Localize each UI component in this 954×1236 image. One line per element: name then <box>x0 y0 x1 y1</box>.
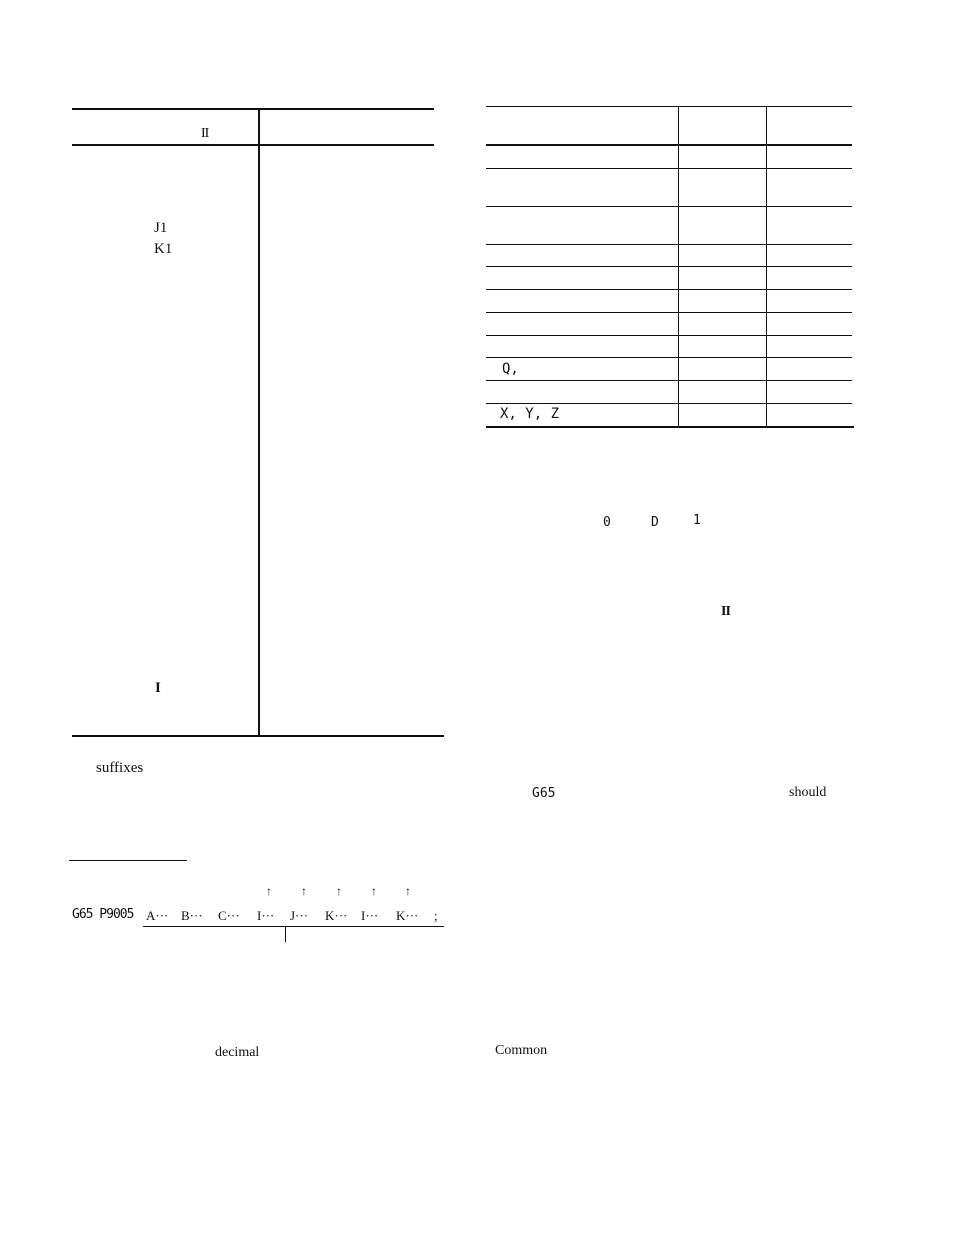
text-fragment-ii: II <box>721 604 730 619</box>
macro-arg-k: K··· <box>325 908 348 923</box>
right-table-row-rule <box>486 312 852 313</box>
right-table-row-rule <box>486 335 852 336</box>
right-table-row-rule <box>486 357 852 358</box>
macro-underline <box>143 926 444 927</box>
right-table-row-rule <box>486 380 852 381</box>
arrow-up-icon: ↑ <box>336 884 342 898</box>
right-table-row-rule <box>486 289 852 290</box>
right-table-row-rule <box>486 403 852 404</box>
footnote-rule <box>69 860 187 861</box>
macro-call-prefix: G65 P9005 <box>72 907 134 922</box>
macro-arg-j: J··· <box>290 908 309 923</box>
text-fragment-one: 1 <box>693 513 701 528</box>
text-fragment-d: D <box>651 515 659 530</box>
arrow-up-icon: ↑ <box>405 884 411 898</box>
left-table-header-mark: II <box>201 126 209 141</box>
right-table-row-rule <box>486 168 852 169</box>
left-table-row-label-i: I <box>155 680 161 696</box>
macro-arg-i: I··· <box>257 908 275 923</box>
macro-terminator: ; <box>434 908 438 923</box>
text-fragment-should: should <box>789 785 827 800</box>
macro-arg-k2: K··· <box>396 908 419 923</box>
macro-arg-a: A··· <box>146 908 169 923</box>
right-table-row-rule <box>486 266 852 267</box>
right-table-top-rule <box>486 106 852 107</box>
arrow-up-icon: ↑ <box>266 884 272 898</box>
right-table-header-rule <box>486 144 852 146</box>
right-table-row-label-q: Q, <box>502 361 519 377</box>
left-table-bottom-rule <box>72 735 444 737</box>
left-table-row-label-k1: K1 <box>154 241 173 257</box>
arrow-up-icon: ↑ <box>371 884 377 898</box>
text-fragment-g65: G65 <box>532 786 556 801</box>
left-table-header-rule <box>72 144 434 146</box>
right-table-row-rule <box>486 244 852 245</box>
macro-bracket-tick <box>285 926 286 942</box>
text-fragment-common: Common <box>495 1043 548 1058</box>
left-table-row-label-j1: J1 <box>154 220 168 236</box>
left-table-top-rule <box>72 108 434 110</box>
text-fragment-suffixes: suffixes <box>96 760 144 776</box>
right-table-col-divider-2 <box>766 106 767 428</box>
right-table-col-divider-1 <box>678 106 679 428</box>
right-table-row-label-xyz: X, Y, Z <box>500 406 560 422</box>
arrow-up-icon: ↑ <box>301 884 307 898</box>
left-table-divider <box>258 108 260 736</box>
text-fragment-decimal: decimal <box>215 1045 260 1060</box>
macro-arg-i2: I··· <box>361 908 379 923</box>
macro-arg-c: C··· <box>218 908 240 923</box>
macro-arg-b: B··· <box>181 908 203 923</box>
right-table-row-rule <box>486 206 852 207</box>
right-table-bottom-rule <box>486 426 854 428</box>
text-fragment-zero: 0 <box>603 515 611 530</box>
